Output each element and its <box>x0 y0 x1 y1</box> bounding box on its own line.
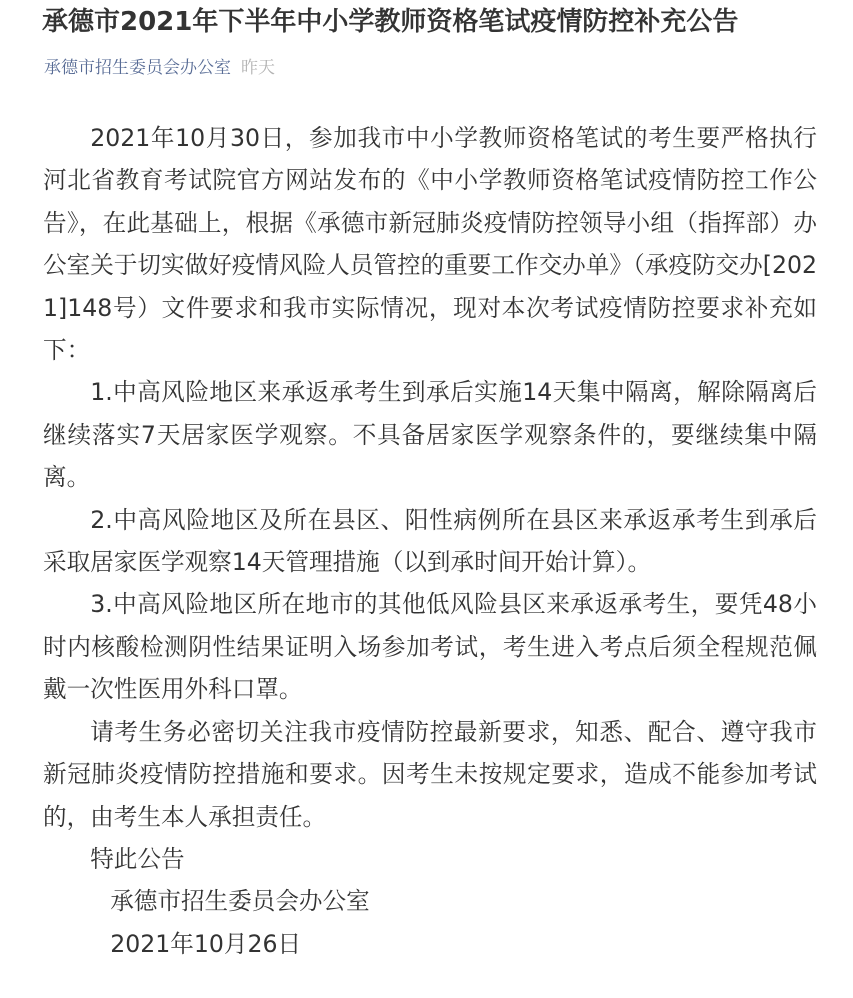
signature-org: 承德市招生委员会办公室 <box>110 887 370 916</box>
signature-date: 2021年10月26日 <box>110 929 302 958</box>
paragraph-intro: 2021年10月30日，参加我市中小学教师资格笔试的考生要严格执行河北省教育考试院官方网站发布的《中小学教师资格笔试疫情防控工作公告》，在此基础上，根据《承德市新冠肺炎疫情防控领导小组（指挥部）办公室关于切实做好疫情风险人员管控的重要工作交办单》（承疫防交办[2021]148号）文件要求和我市实际情况，现对本次考试疫情防控要求补充如下： <box>43 124 817 365</box>
publish-date: 昨天 <box>241 58 275 78</box>
paragraph-notice: 请考生务必密切关注我市疫情防控最新要求，知悉、配合、遵守我市新冠肺炎疫情防控措施和要求。因考生未按规定要求，造成不能参加考试的，由考生本人承担责任。 <box>43 717 817 831</box>
article-meta <box>44 54 275 82</box>
account-name-link[interactable]: 承德市招生委员会办公室 <box>44 58 231 78</box>
article-title: 承德市2021年下半年中小学教师资格笔试疫情防控补充公告 <box>42 7 739 37</box>
paragraph-item-2: 2.中高风险地区及所在县区、阳性病例所在县区来承返承考生到承后采取居家医学观察14天管理措施（以到承时间开始计算）。 <box>43 505 817 577</box>
article-body <box>43 117 817 965</box>
paragraph-item-1: 1.中高风险地区来承返承考生到承后实施14天集中隔离，解除隔离后继续落实7天居家医学观察。不具备居家医学观察条件的，要继续集中隔离。 <box>43 378 817 492</box>
closing-text: 特此公告 <box>90 844 185 873</box>
paragraph-item-3: 3.中高风险地区所在地市的其他低风险县区来承返承考生，要凭48小时内核酸检测阴性结果证明入场参加考试，考生进入考点后须全程规范佩戴一次性医用外科口罩。 <box>43 590 817 704</box>
